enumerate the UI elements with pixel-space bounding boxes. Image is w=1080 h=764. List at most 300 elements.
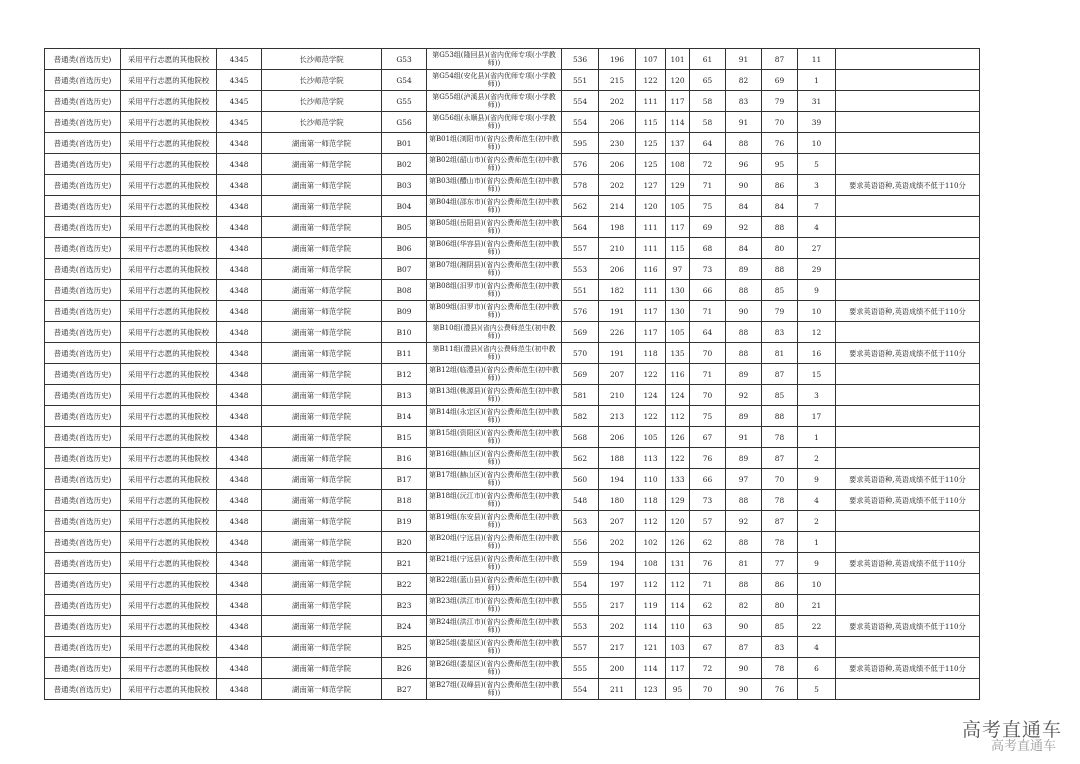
score-col-2-cell: 111 bbox=[636, 280, 666, 301]
score-col-6-cell: 87 bbox=[762, 364, 798, 385]
score-col-2-cell: 123 bbox=[636, 679, 666, 700]
score-col-1-cell: 206 bbox=[599, 427, 636, 448]
score-col-6-cell: 79 bbox=[762, 91, 798, 112]
category-cell: 普通类(首选历史) bbox=[45, 637, 121, 658]
table-body bbox=[45, 49, 980, 700]
school-code-cell: 4348 bbox=[217, 217, 262, 238]
score-col-4-cell: 58 bbox=[690, 112, 726, 133]
school-name-cell: 湖南第一师范学院 bbox=[262, 574, 382, 595]
score-col-5-cell: 90 bbox=[726, 616, 762, 637]
score-col-4-cell: 71 bbox=[690, 175, 726, 196]
score-col-1-cell: 210 bbox=[599, 238, 636, 259]
total-score-cell: 555 bbox=[562, 658, 599, 679]
group-code-cell: B04 bbox=[382, 196, 427, 217]
remark-cell bbox=[836, 217, 980, 238]
school-name-cell: 湖南第一师范学院 bbox=[262, 427, 382, 448]
rank-cell: 27 bbox=[798, 238, 836, 259]
total-score-cell: 556 bbox=[562, 532, 599, 553]
rank-cell: 9 bbox=[798, 469, 836, 490]
score-col-3-cell: 120 bbox=[666, 511, 690, 532]
score-col-4-cell: 76 bbox=[690, 448, 726, 469]
score-col-5-cell: 92 bbox=[726, 385, 762, 406]
score-col-2-cell: 118 bbox=[636, 343, 666, 364]
school-name-cell: 湖南第一师范学院 bbox=[262, 133, 382, 154]
score-col-5-cell: 89 bbox=[726, 406, 762, 427]
score-col-4-cell: 64 bbox=[690, 133, 726, 154]
school-code-cell: 4348 bbox=[217, 637, 262, 658]
score-col-1-cell: 217 bbox=[599, 595, 636, 616]
score-col-4-cell: 66 bbox=[690, 280, 726, 301]
category-cell: 普通类(首选历史) bbox=[45, 49, 121, 70]
score-col-1-cell: 206 bbox=[599, 154, 636, 175]
total-score-cell: 568 bbox=[562, 427, 599, 448]
school-code-cell: 4348 bbox=[217, 133, 262, 154]
total-score-cell: 562 bbox=[562, 196, 599, 217]
score-col-5-cell: 91 bbox=[726, 427, 762, 448]
table-row bbox=[45, 385, 980, 406]
rank-cell: 1 bbox=[798, 427, 836, 448]
school-code-cell: 4345 bbox=[217, 70, 262, 91]
score-col-5-cell: 88 bbox=[726, 280, 762, 301]
total-score-cell: 576 bbox=[562, 301, 599, 322]
score-col-1-cell: 211 bbox=[599, 679, 636, 700]
rank-cell: 10 bbox=[798, 301, 836, 322]
school-code-cell: 4345 bbox=[217, 49, 262, 70]
score-col-6-cell: 78 bbox=[762, 427, 798, 448]
batch-cell: 采用平行志愿的其他院校 bbox=[121, 238, 217, 259]
score-col-6-cell: 78 bbox=[762, 532, 798, 553]
score-col-1-cell: 230 bbox=[599, 133, 636, 154]
score-col-6-cell: 84 bbox=[762, 196, 798, 217]
score-col-3-cell: 110 bbox=[666, 616, 690, 637]
score-col-2-cell: 107 bbox=[636, 49, 666, 70]
table-row bbox=[45, 511, 980, 532]
score-col-2-cell: 120 bbox=[636, 196, 666, 217]
school-code-cell: 4348 bbox=[217, 427, 262, 448]
category-cell: 普通类(首选历史) bbox=[45, 112, 121, 133]
table-row bbox=[45, 133, 980, 154]
table-row bbox=[45, 448, 980, 469]
score-col-2-cell: 127 bbox=[636, 175, 666, 196]
batch-cell: 采用平行志愿的其他院校 bbox=[121, 637, 217, 658]
score-col-5-cell: 84 bbox=[726, 238, 762, 259]
score-col-3-cell: 133 bbox=[666, 469, 690, 490]
score-col-2-cell: 111 bbox=[636, 238, 666, 259]
score-col-5-cell: 82 bbox=[726, 70, 762, 91]
score-col-4-cell: 61 bbox=[690, 49, 726, 70]
group-code-cell: B25 bbox=[382, 637, 427, 658]
category-cell: 普通类(首选历史) bbox=[45, 658, 121, 679]
group-code-cell: B05 bbox=[382, 217, 427, 238]
school-name-cell: 长沙师范学院 bbox=[262, 91, 382, 112]
group-code-cell: B10 bbox=[382, 322, 427, 343]
score-col-3-cell: 124 bbox=[666, 385, 690, 406]
category-cell: 普通类(首选历史) bbox=[45, 217, 121, 238]
group-code-cell: B16 bbox=[382, 448, 427, 469]
school-name-cell: 湖南第一师范学院 bbox=[262, 385, 382, 406]
total-score-cell: 564 bbox=[562, 217, 599, 238]
remark-cell bbox=[836, 154, 980, 175]
score-table-sheet bbox=[44, 48, 979, 700]
school-code-cell: 4348 bbox=[217, 448, 262, 469]
score-col-4-cell: 69 bbox=[690, 217, 726, 238]
group-name-cell: 第B24组(洪江市)(省内公费师范生(初中教师)) bbox=[427, 616, 562, 637]
score-col-5-cell: 91 bbox=[726, 49, 762, 70]
table-row bbox=[45, 49, 980, 70]
category-cell: 普通类(首选历史) bbox=[45, 553, 121, 574]
score-col-6-cell: 87 bbox=[762, 49, 798, 70]
group-code-cell: B08 bbox=[382, 280, 427, 301]
score-col-5-cell: 88 bbox=[726, 343, 762, 364]
score-col-2-cell: 114 bbox=[636, 658, 666, 679]
score-col-5-cell: 84 bbox=[726, 196, 762, 217]
score-col-1-cell: 194 bbox=[599, 469, 636, 490]
total-score-cell: 559 bbox=[562, 553, 599, 574]
school-code-cell: 4348 bbox=[217, 490, 262, 511]
group-name-cell: 第B16组(赫山区)(省内公费师范生(初中教师)) bbox=[427, 448, 562, 469]
score-col-6-cell: 85 bbox=[762, 385, 798, 406]
score-col-1-cell: 197 bbox=[599, 574, 636, 595]
group-name-cell: 第B06组(华容县)(省内公费师范生(初中教师)) bbox=[427, 238, 562, 259]
score-col-2-cell: 110 bbox=[636, 469, 666, 490]
batch-cell: 采用平行志愿的其他院校 bbox=[121, 49, 217, 70]
table-row bbox=[45, 238, 980, 259]
batch-cell: 采用平行志愿的其他院校 bbox=[121, 112, 217, 133]
total-score-cell: 569 bbox=[562, 364, 599, 385]
batch-cell: 采用平行志愿的其他院校 bbox=[121, 217, 217, 238]
batch-cell: 采用平行志愿的其他院校 bbox=[121, 91, 217, 112]
score-col-2-cell: 113 bbox=[636, 448, 666, 469]
school-name-cell: 湖南第一师范学院 bbox=[262, 511, 382, 532]
score-col-5-cell: 88 bbox=[726, 133, 762, 154]
remark-cell bbox=[836, 196, 980, 217]
group-code-cell: B14 bbox=[382, 406, 427, 427]
group-name-cell: 第B09组(汨罗市)(省内公费师范生(初中教师)) bbox=[427, 301, 562, 322]
rank-cell: 5 bbox=[798, 154, 836, 175]
remark-cell bbox=[836, 133, 980, 154]
group-name-cell: 第B18组(沅江市)(省内公费师范生(初中教师)) bbox=[427, 490, 562, 511]
table-row bbox=[45, 364, 980, 385]
score-col-4-cell: 72 bbox=[690, 154, 726, 175]
table-row bbox=[45, 175, 980, 196]
score-col-5-cell: 88 bbox=[726, 574, 762, 595]
score-col-4-cell: 73 bbox=[690, 490, 726, 511]
rank-cell: 12 bbox=[798, 322, 836, 343]
remark-cell bbox=[836, 574, 980, 595]
total-score-cell: 595 bbox=[562, 133, 599, 154]
score-col-1-cell: 191 bbox=[599, 343, 636, 364]
group-code-cell: G54 bbox=[382, 70, 427, 91]
score-col-3-cell: 95 bbox=[666, 679, 690, 700]
category-cell: 普通类(首选历史) bbox=[45, 448, 121, 469]
score-col-3-cell: 114 bbox=[666, 112, 690, 133]
group-name-cell: 第B12组(临澧县)(省内公费师范生(初中教师)) bbox=[427, 364, 562, 385]
batch-cell: 采用平行志愿的其他院校 bbox=[121, 385, 217, 406]
score-col-6-cell: 79 bbox=[762, 301, 798, 322]
batch-cell: 采用平行志愿的其他院校 bbox=[121, 133, 217, 154]
score-col-3-cell: 101 bbox=[666, 49, 690, 70]
score-col-3-cell: 97 bbox=[666, 259, 690, 280]
score-col-6-cell: 76 bbox=[762, 133, 798, 154]
watermark-text: 高考直通车 bbox=[961, 719, 1062, 741]
score-col-1-cell: 206 bbox=[599, 112, 636, 133]
score-col-4-cell: 62 bbox=[690, 532, 726, 553]
rank-cell: 5 bbox=[798, 679, 836, 700]
score-col-3-cell: 114 bbox=[666, 595, 690, 616]
school-code-cell: 4348 bbox=[217, 322, 262, 343]
total-score-cell: 554 bbox=[562, 679, 599, 700]
group-name-cell: 第B19组(东安县)(省内公费师范生(初中教师)) bbox=[427, 511, 562, 532]
score-col-3-cell: 117 bbox=[666, 658, 690, 679]
remark-cell: 要求英语语种,英语成绩不低于110分 bbox=[836, 469, 980, 490]
score-col-1-cell: 207 bbox=[599, 511, 636, 532]
total-score-cell: 582 bbox=[562, 406, 599, 427]
group-code-cell: G55 bbox=[382, 91, 427, 112]
school-name-cell: 湖南第一师范学院 bbox=[262, 217, 382, 238]
rank-cell: 6 bbox=[798, 658, 836, 679]
table-row bbox=[45, 553, 980, 574]
group-name-cell: 第B01组(浏阳市)(省内公费师范生(初中教师)) bbox=[427, 133, 562, 154]
group-code-cell: B01 bbox=[382, 133, 427, 154]
school-code-cell: 4348 bbox=[217, 532, 262, 553]
group-name-cell: 第B15组(资阳区)(省内公费师范生(初中教师)) bbox=[427, 427, 562, 448]
score-col-4-cell: 73 bbox=[690, 259, 726, 280]
category-cell: 普通类(首选历史) bbox=[45, 343, 121, 364]
score-col-4-cell: 70 bbox=[690, 385, 726, 406]
score-col-2-cell: 117 bbox=[636, 322, 666, 343]
school-code-cell: 4345 bbox=[217, 91, 262, 112]
group-name-cell: 第B03组(醴山市)(省内公费师范生(初中教师)) bbox=[427, 175, 562, 196]
group-code-cell: B24 bbox=[382, 616, 427, 637]
score-col-3-cell: 130 bbox=[666, 280, 690, 301]
table-row bbox=[45, 154, 980, 175]
group-name-cell: 第B04组(邵东市)(省内公费师范生(初中教师)) bbox=[427, 196, 562, 217]
rank-cell: 21 bbox=[798, 595, 836, 616]
remark-cell bbox=[836, 406, 980, 427]
score-col-2-cell: 125 bbox=[636, 154, 666, 175]
score-col-5-cell: 87 bbox=[726, 637, 762, 658]
category-cell: 普通类(首选历史) bbox=[45, 238, 121, 259]
remark-cell bbox=[836, 280, 980, 301]
batch-cell: 采用平行志愿的其他院校 bbox=[121, 70, 217, 91]
total-score-cell: 570 bbox=[562, 343, 599, 364]
batch-cell: 采用平行志愿的其他院校 bbox=[121, 532, 217, 553]
group-code-cell: B26 bbox=[382, 658, 427, 679]
score-col-1-cell: 215 bbox=[599, 70, 636, 91]
rank-cell: 39 bbox=[798, 112, 836, 133]
rank-cell: 4 bbox=[798, 637, 836, 658]
batch-cell: 采用平行志愿的其他院校 bbox=[121, 154, 217, 175]
score-col-2-cell: 102 bbox=[636, 532, 666, 553]
score-col-1-cell: 180 bbox=[599, 490, 636, 511]
category-cell: 普通类(首选历史) bbox=[45, 469, 121, 490]
batch-cell: 采用平行志愿的其他院校 bbox=[121, 595, 217, 616]
table-row bbox=[45, 196, 980, 217]
score-col-4-cell: 71 bbox=[690, 301, 726, 322]
score-col-3-cell: 105 bbox=[666, 196, 690, 217]
school-name-cell: 湖南第一师范学院 bbox=[262, 175, 382, 196]
category-cell: 普通类(首选历史) bbox=[45, 679, 121, 700]
table-row bbox=[45, 490, 980, 511]
score-col-5-cell: 88 bbox=[726, 490, 762, 511]
category-cell: 普通类(首选历史) bbox=[45, 133, 121, 154]
total-score-cell: 581 bbox=[562, 385, 599, 406]
category-cell: 普通类(首选历史) bbox=[45, 91, 121, 112]
score-col-3-cell: 137 bbox=[666, 133, 690, 154]
school-code-cell: 4348 bbox=[217, 595, 262, 616]
score-col-6-cell: 85 bbox=[762, 616, 798, 637]
category-cell: 普通类(首选历史) bbox=[45, 301, 121, 322]
batch-cell: 采用平行志愿的其他院校 bbox=[121, 259, 217, 280]
score-col-4-cell: 67 bbox=[690, 637, 726, 658]
group-code-cell: B07 bbox=[382, 259, 427, 280]
score-col-1-cell: 202 bbox=[599, 532, 636, 553]
school-code-cell: 4348 bbox=[217, 238, 262, 259]
table-row bbox=[45, 259, 980, 280]
score-col-3-cell: 130 bbox=[666, 301, 690, 322]
total-score-cell: 560 bbox=[562, 469, 599, 490]
score-col-6-cell: 83 bbox=[762, 322, 798, 343]
remark-cell: 要求英语语种,英语成绩不低于110分 bbox=[836, 658, 980, 679]
total-score-cell: 551 bbox=[562, 280, 599, 301]
rank-cell: 4 bbox=[798, 490, 836, 511]
score-col-4-cell: 70 bbox=[690, 343, 726, 364]
score-col-6-cell: 80 bbox=[762, 595, 798, 616]
score-col-4-cell: 62 bbox=[690, 595, 726, 616]
remark-cell: 要求英语语种,英语成绩不低于110分 bbox=[836, 175, 980, 196]
batch-cell: 采用平行志愿的其他院校 bbox=[121, 490, 217, 511]
score-col-4-cell: 71 bbox=[690, 364, 726, 385]
remark-cell bbox=[836, 679, 980, 700]
group-name-cell: 第G54组(安化县)(省内优师专项(小学教师)) bbox=[427, 70, 562, 91]
score-col-6-cell: 88 bbox=[762, 259, 798, 280]
score-col-5-cell: 91 bbox=[726, 112, 762, 133]
score-col-1-cell: 182 bbox=[599, 280, 636, 301]
school-name-cell: 湖南第一师范学院 bbox=[262, 301, 382, 322]
score-col-5-cell: 97 bbox=[726, 469, 762, 490]
category-cell: 普通类(首选历史) bbox=[45, 532, 121, 553]
group-name-cell: 第G55组(泸溪县)(省内优师专项(小学教师)) bbox=[427, 91, 562, 112]
score-col-1-cell: 214 bbox=[599, 196, 636, 217]
score-col-6-cell: 77 bbox=[762, 553, 798, 574]
category-cell: 普通类(首选历史) bbox=[45, 70, 121, 91]
group-name-cell: 第B08组(汨罗市)(省内公费师范生(初中教师)) bbox=[427, 280, 562, 301]
remark-cell: 要求英语语种,英语成绩不低于110分 bbox=[836, 301, 980, 322]
batch-cell: 采用平行志愿的其他院校 bbox=[121, 574, 217, 595]
table-row bbox=[45, 301, 980, 322]
school-name-cell: 湖南第一师范学院 bbox=[262, 490, 382, 511]
category-cell: 普通类(首选历史) bbox=[45, 574, 121, 595]
category-cell: 普通类(首选历史) bbox=[45, 175, 121, 196]
school-name-cell: 湖南第一师范学院 bbox=[262, 238, 382, 259]
score-col-1-cell: 213 bbox=[599, 406, 636, 427]
group-name-cell: 第B02组(韶山市)(省内公费师范生(初中教师)) bbox=[427, 154, 562, 175]
score-col-1-cell: 200 bbox=[599, 658, 636, 679]
group-name-cell: 第G56组(永顺县)(省内优师专项(小学教师)) bbox=[427, 112, 562, 133]
score-col-1-cell: 202 bbox=[599, 91, 636, 112]
category-cell: 普通类(首选历史) bbox=[45, 406, 121, 427]
total-score-cell: 554 bbox=[562, 574, 599, 595]
score-col-4-cell: 65 bbox=[690, 70, 726, 91]
category-cell: 普通类(首选历史) bbox=[45, 490, 121, 511]
group-name-cell: 第B26组(娄星区)(省内公费师范生(初中教师)) bbox=[427, 658, 562, 679]
group-code-cell: B19 bbox=[382, 511, 427, 532]
score-col-4-cell: 75 bbox=[690, 196, 726, 217]
group-name-cell: 第B20组(宁远县)(省内公费师范生(初中教师)) bbox=[427, 532, 562, 553]
score-col-6-cell: 87 bbox=[762, 511, 798, 532]
school-name-cell: 湖南第一师范学院 bbox=[262, 616, 382, 637]
score-col-5-cell: 89 bbox=[726, 364, 762, 385]
remark-cell: 要求英语语种,英语成绩不低于110分 bbox=[836, 616, 980, 637]
rank-cell: 1 bbox=[798, 532, 836, 553]
score-col-3-cell: 135 bbox=[666, 343, 690, 364]
score-col-2-cell: 112 bbox=[636, 511, 666, 532]
total-score-cell: 554 bbox=[562, 91, 599, 112]
score-col-1-cell: 202 bbox=[599, 175, 636, 196]
score-col-3-cell: 112 bbox=[666, 574, 690, 595]
score-col-3-cell: 120 bbox=[666, 70, 690, 91]
school-name-cell: 湖南第一师范学院 bbox=[262, 343, 382, 364]
score-col-1-cell: 188 bbox=[599, 448, 636, 469]
group-code-cell: B15 bbox=[382, 427, 427, 448]
score-col-2-cell: 121 bbox=[636, 637, 666, 658]
score-col-4-cell: 67 bbox=[690, 427, 726, 448]
admission-score-table bbox=[44, 48, 980, 700]
school-code-cell: 4348 bbox=[217, 406, 262, 427]
score-col-6-cell: 80 bbox=[762, 238, 798, 259]
score-col-4-cell: 76 bbox=[690, 553, 726, 574]
table-row bbox=[45, 595, 980, 616]
score-col-2-cell: 118 bbox=[636, 490, 666, 511]
batch-cell: 采用平行志愿的其他院校 bbox=[121, 364, 217, 385]
score-col-4-cell: 57 bbox=[690, 511, 726, 532]
group-code-cell: B27 bbox=[382, 679, 427, 700]
category-cell: 普通类(首选历史) bbox=[45, 595, 121, 616]
score-col-4-cell: 63 bbox=[690, 616, 726, 637]
rank-cell: 9 bbox=[798, 280, 836, 301]
score-col-1-cell: 206 bbox=[599, 259, 636, 280]
batch-cell: 采用平行志愿的其他院校 bbox=[121, 448, 217, 469]
score-col-6-cell: 81 bbox=[762, 343, 798, 364]
group-code-cell: B21 bbox=[382, 553, 427, 574]
group-name-cell: 第B13组(桃源县)(省内公费师范生(初中教师)) bbox=[427, 385, 562, 406]
category-cell: 普通类(首选历史) bbox=[45, 154, 121, 175]
school-name-cell: 长沙师范学院 bbox=[262, 70, 382, 91]
score-col-2-cell: 105 bbox=[636, 427, 666, 448]
score-col-6-cell: 85 bbox=[762, 280, 798, 301]
category-cell: 普通类(首选历史) bbox=[45, 364, 121, 385]
batch-cell: 采用平行志愿的其他院校 bbox=[121, 196, 217, 217]
remark-cell bbox=[836, 448, 980, 469]
school-code-cell: 4348 bbox=[217, 280, 262, 301]
score-col-2-cell: 125 bbox=[636, 133, 666, 154]
remark-cell bbox=[836, 511, 980, 532]
batch-cell: 采用平行志愿的其他院校 bbox=[121, 280, 217, 301]
batch-cell: 采用平行志愿的其他院校 bbox=[121, 427, 217, 448]
rank-cell: 10 bbox=[798, 133, 836, 154]
score-col-2-cell: 122 bbox=[636, 406, 666, 427]
remark-cell: 要求英语语种,英语成绩不低于110分 bbox=[836, 553, 980, 574]
school-code-cell: 4348 bbox=[217, 343, 262, 364]
total-score-cell: 576 bbox=[562, 154, 599, 175]
rank-cell: 2 bbox=[798, 448, 836, 469]
remark-cell bbox=[836, 385, 980, 406]
score-col-5-cell: 90 bbox=[726, 175, 762, 196]
school-name-cell: 湖南第一师范学院 bbox=[262, 259, 382, 280]
table-row bbox=[45, 70, 980, 91]
score-col-1-cell: 196 bbox=[599, 49, 636, 70]
score-col-3-cell: 115 bbox=[666, 238, 690, 259]
